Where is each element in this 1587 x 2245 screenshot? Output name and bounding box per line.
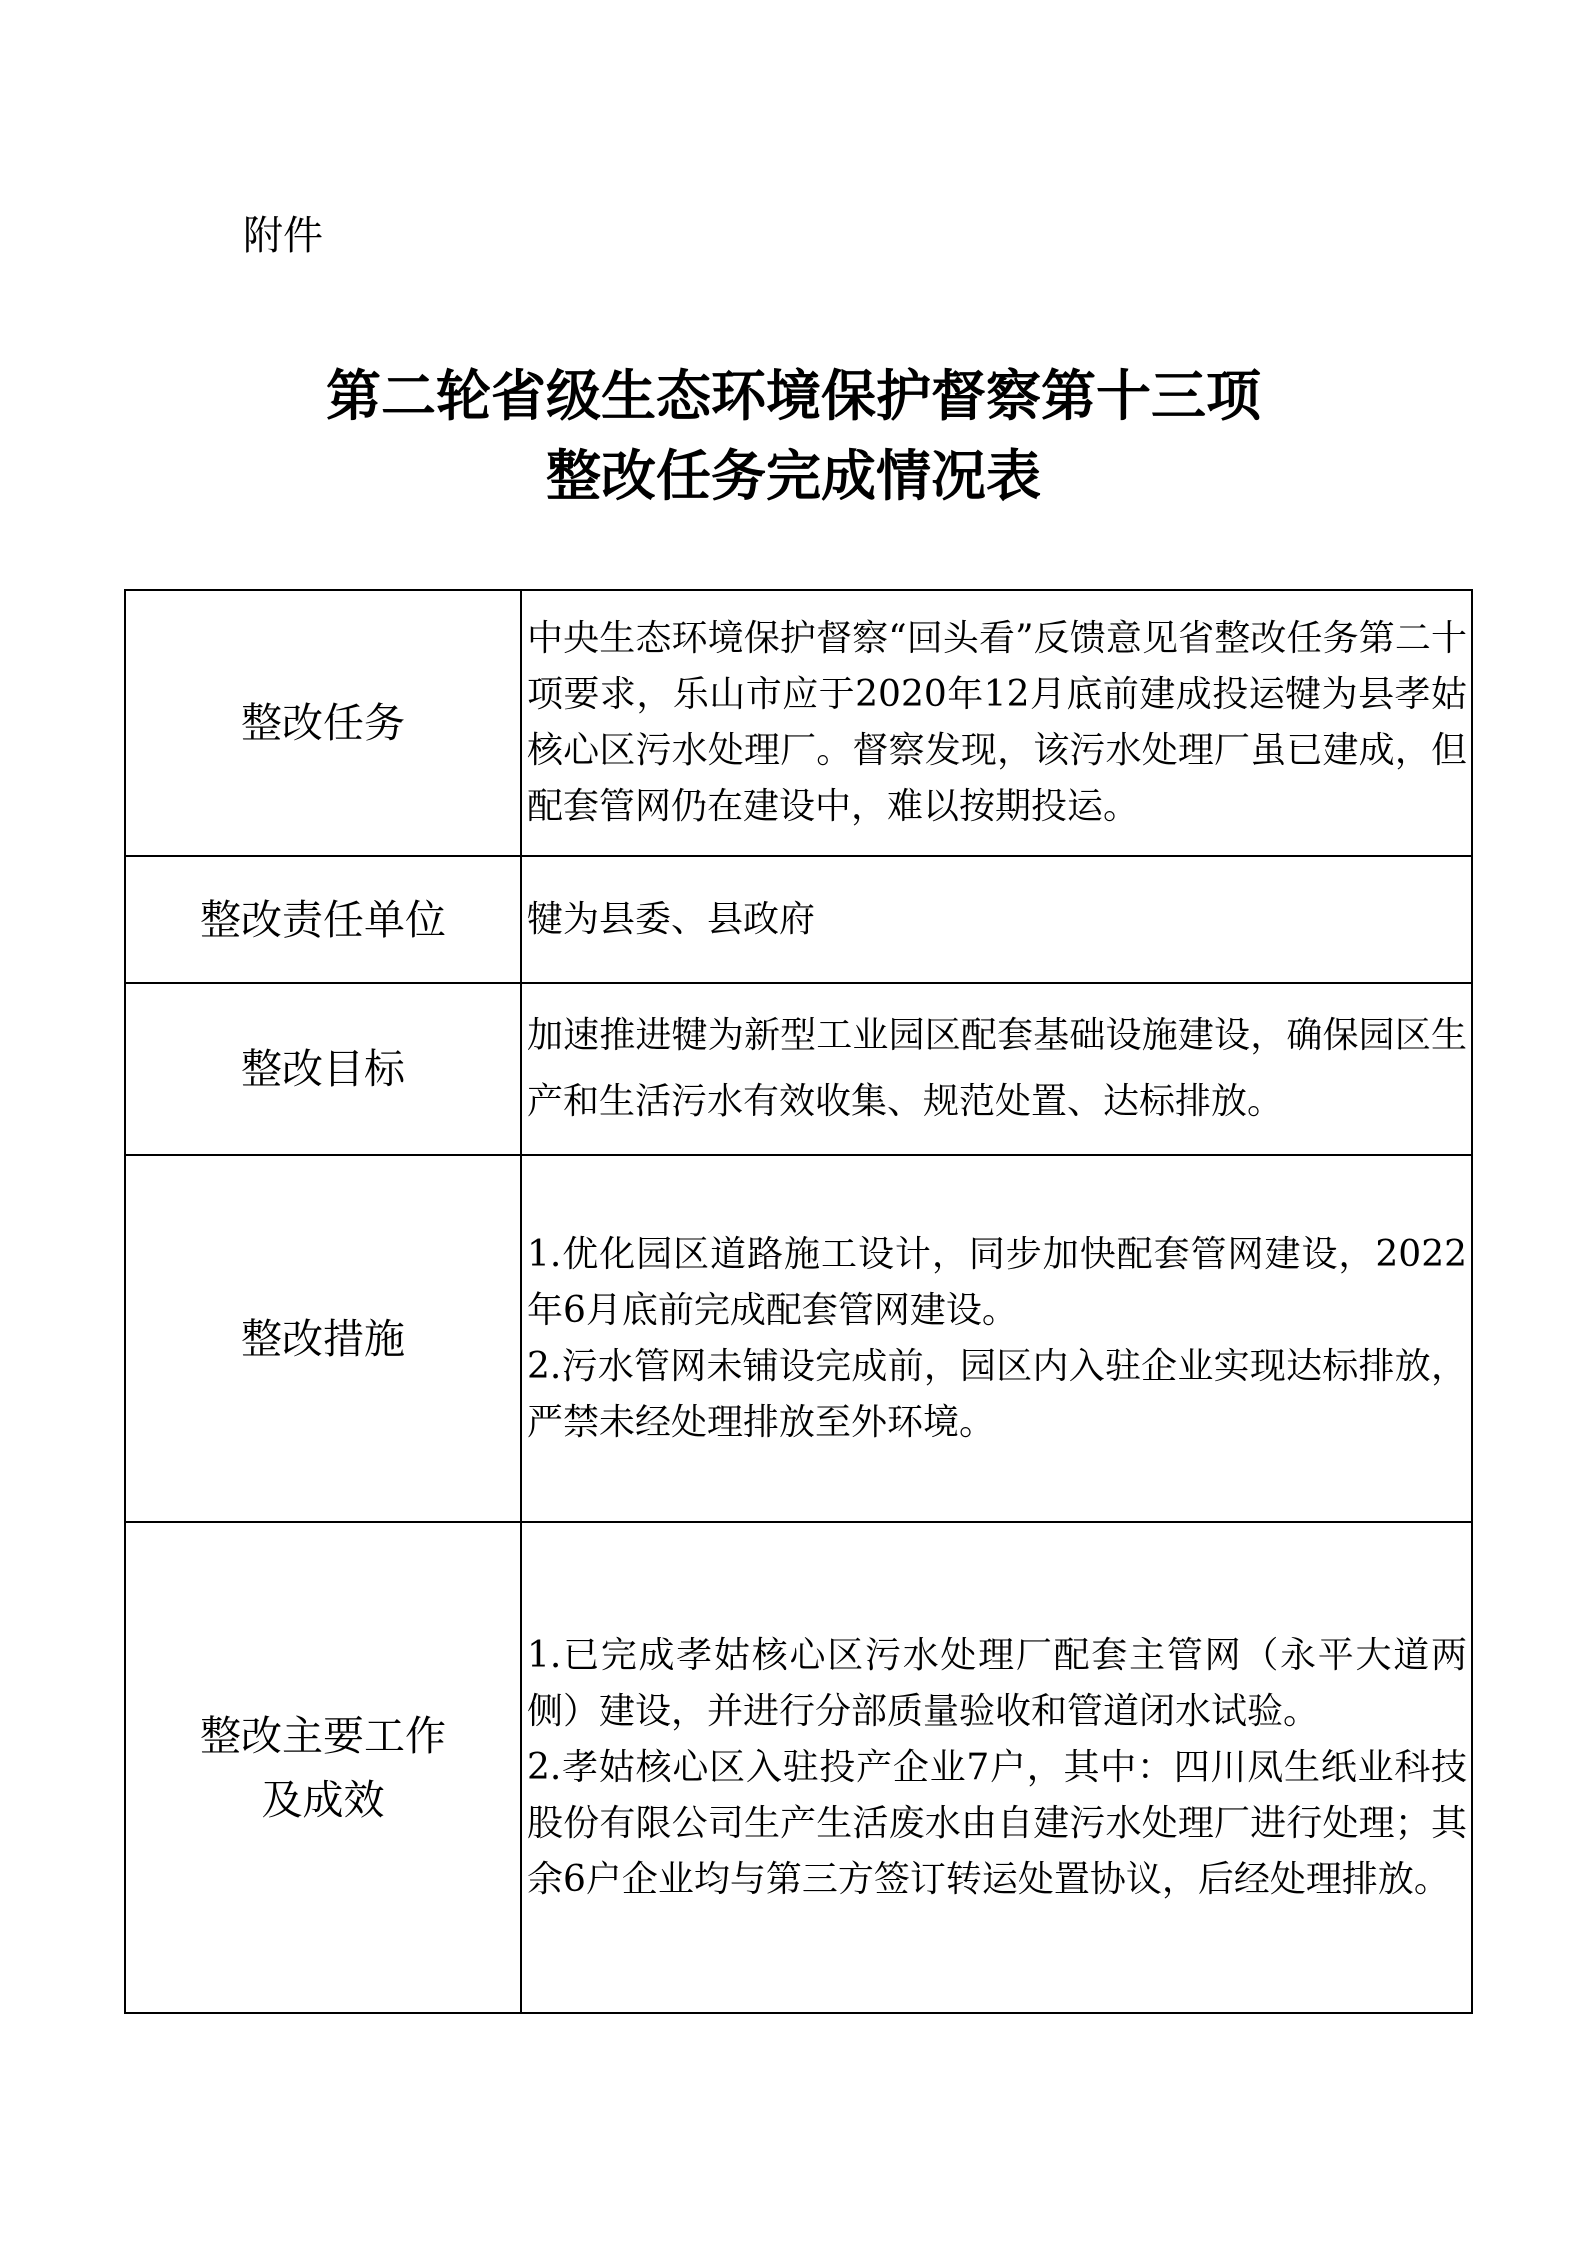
row-content-goal (521, 983, 1472, 1155)
row-content-results (521, 1522, 1472, 2013)
paragraph: 2.污水管网未铺设完成前，园区内入驻企业实现达标排放，严禁未经处理排放至外环境。 (527, 1345, 1467, 1443)
row-label-task: 整改任务 (125, 590, 521, 856)
table-row (125, 983, 1472, 1155)
page-title (0, 356, 1587, 516)
attachment-label: 附件 (243, 213, 323, 259)
paragraph: 犍为县委、县政府 (527, 898, 816, 940)
paragraph: 加速推进犍为新型工业园区配套基础设施建设，确保园区生产和生活污水有效收集、规范处置、达标排放。 (527, 1015, 1467, 1122)
row-label-results (125, 1522, 521, 2013)
paragraph: 中央生态环境保护督察“回头看”反馈意见省整改任务第二十项要求，乐山市应于2020年12月底前建成投运犍为县孝姑核心区污水处理厂。督察发现，该污水处理厂虽已建成，但配套管网仍在建设中，难以按期投运。 (527, 618, 1467, 827)
table-row (125, 1522, 1472, 2013)
row-content-measures (521, 1155, 1472, 1522)
table-row (125, 1155, 1472, 1522)
row-label-responsible-unit: 整改责任单位 (125, 856, 521, 983)
table-row (125, 856, 1472, 983)
row-label-measures: 整改措施 (125, 1155, 521, 1522)
label-line: 整改主要工作 (200, 1711, 446, 1760)
title-line-1: 第二轮省级生态环境保护督察第十三项 (325, 363, 1261, 428)
paragraph: 2.孝姑核心区入驻投产企业7户，其中：四川凤生纸业科技股份有限公司生产生活废水由自建污水处理厂进行处理；其余6户企业均与第三方签订转运处置协议，后经处理排放。 (527, 1746, 1467, 1900)
row-label-goal: 整改目标 (125, 983, 521, 1155)
table-row (125, 590, 1472, 856)
paragraph: 1.已完成孝姑核心区污水处理厂配套主管网（永平大道两侧）建设，并进行分部质量验收和管道闭水试验。 (527, 1634, 1467, 1732)
rectification-table (124, 589, 1473, 2014)
paragraph: 1.优化园区道路施工设计，同步加快配套管网建设，2022年6月底前完成配套管网建设。 (527, 1233, 1467, 1331)
row-content-task (521, 590, 1472, 856)
title-line-2: 整改任务完成情况表 (545, 443, 1041, 508)
label-line: 及成效 (261, 1775, 385, 1824)
row-content-responsible-unit (521, 856, 1472, 983)
